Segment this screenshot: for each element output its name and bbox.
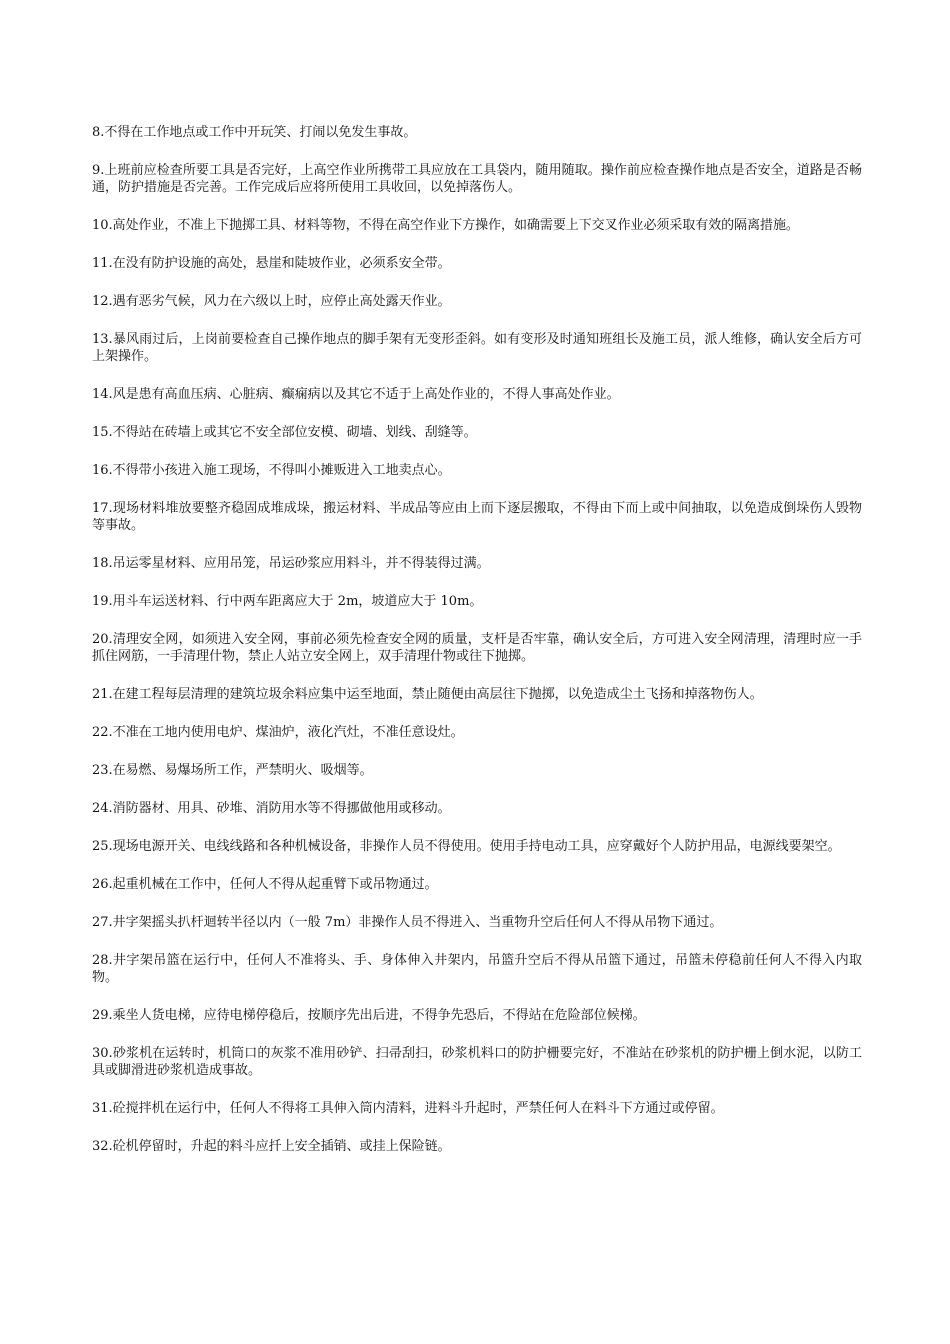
document-item-24: 24.消防器材、用具、砂堆、消防用水等不得挪做他用或移动。 bbox=[92, 801, 451, 816]
document-item-8: 8.不得在工作地点或工作中开玩笑、打闹以免发生事故。 bbox=[92, 125, 417, 140]
document-item-16: 16.不得带小孩进入施工现场，不得叫小摊贩进入工地卖点心。 bbox=[92, 463, 451, 478]
document-item-29: 29.乘坐人货电梯，应待电梯停稳后，按顺序先出后进，不得争先恐后，不得站在危险部位候梯。 bbox=[92, 1008, 646, 1023]
document-item-23: 23.在易燃、易爆场所工作，严禁明火、吸烟等。 bbox=[92, 763, 373, 778]
document-item-32: 32.砼机停留时，升起的料斗应扦上安全插销、或挂上保险链。 bbox=[92, 1139, 451, 1154]
document-item-10: 10.高处作业，不准上下抛掷工具、材料等物，不得在高空作业下方操作，如确需要上下交叉作业必须采取有效的隔离措施。 bbox=[92, 218, 799, 233]
document-item-9: 9.上班前应检查所要工具是否完好，上高空作业所携带工具应放在工具袋内，随用随取。操作前应检查操作地点是否安全，道路是否畅通，防护措施是否完善。工作完成后应将所使用工具收回，以免掉落伤人。 bbox=[92, 163, 862, 195]
document-item-19: 19.用斗车运送材料、行中两车距离应大于 2m，坡道应大于 10m。 bbox=[92, 594, 483, 609]
document-item-11: 11.在没有防护设施的高处，悬崖和陡坡作业，必须系安全带。 bbox=[92, 256, 451, 271]
document-item-30: 30.砂浆机在运转时，机筒口的灰浆不准用砂铲、扫帚刮扫，砂浆机料口的防护栅要完好，不准站在砂浆机的防护栅上倒水泥，以防工具或脚滑进砂浆机造成事故。 bbox=[92, 1046, 862, 1078]
document-item-28: 28.井字架吊篮在运行中，任何人不准将头、手、身体伸入井架内，吊篮升空后不得从吊篮下通过，吊篮未停稳前任何人不得入内取物。 bbox=[92, 953, 862, 985]
document-item-26: 26.起重机械在工作中，任何人不得从起重臂下或吊物通过。 bbox=[92, 877, 438, 892]
document-item-31: 31.砼搅拌机在运行中，任何人不得将工具伸入筒内清料，进料斗升起时，严禁任何人在料斗下方通过或停留。 bbox=[92, 1101, 724, 1116]
document-item-14: 14.风是患有高血压病、心脏病、癫痫病以及其它不适于上高处作业的，不得人事高处作业。 bbox=[92, 387, 620, 402]
document-item-18: 18.吊运零星材料、应用吊笼，吊运砂浆应用料斗，并不得装得过满。 bbox=[92, 556, 490, 571]
document-body bbox=[92, 124, 862, 1176]
document-item-22: 22.不准在工地内使用电炉、煤油炉，液化汽灶，不准任意设灶。 bbox=[92, 725, 464, 740]
document-item-25: 25.现场电源开关、电线线路和各种机械设备，非操作人员不得使用。使用手持电动工具，应穿戴好个人防护用品，电源线要架空。 bbox=[92, 839, 841, 854]
document-item-27: 27.井字架摇头扒杆迴转半径以内（一般 7m）非操作人员不得进入、当重物升空后任何人不得从吊物下通过。 bbox=[92, 915, 723, 930]
document-item-13: 13.暴风雨过后，上岗前要检查自己操作地点的脚手架有无变形歪斜。如有变形及时通知班组长及施工员，派人维修，确认安全后方可上架操作。 bbox=[92, 332, 862, 364]
document-item-20: 20.清理安全网，如须进入安全网，事前必须先检查安全网的质量，支杆是否牢靠，确认安全后，方可进入安全网清理，清理时应一手抓住网筋，一手清理什物，禁止人站立安全网上，双手清理什物或往下抛掷。 bbox=[92, 632, 862, 664]
document-item-21: 21.在建工程每层清理的建筑垃圾余料应集中运至地面，禁止随便由高层往下抛掷，以免造成尘土飞扬和掉落物伤人。 bbox=[92, 687, 763, 702]
document-item-15: 15.不得站在砖墙上或其它不安全部位安模、砌墙、划线、刮缝等。 bbox=[92, 425, 477, 440]
document-item-12: 12.遇有恶劣气候，风力在六级以上时，应停止高处露天作业。 bbox=[92, 294, 451, 309]
document-item-17: 17.现场材料堆放要整齐稳固成堆成垛，搬运材料、半成品等应由上而下逐层搬取，不得由下而上或中间抽取，以免造成倒垛伤人毁物等事故。 bbox=[92, 501, 862, 533]
